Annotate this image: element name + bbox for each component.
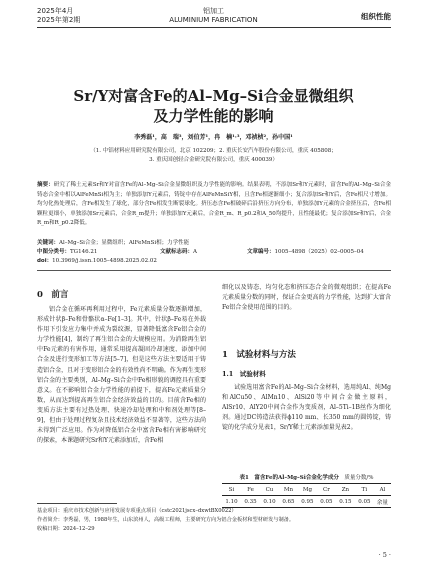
- header-divider: [37, 27, 391, 28]
- document-code: 文献标志码：A: [160, 249, 197, 255]
- intro-paragraph: 铝合金在循环再利用过程中，Fe元素质量分数逐渐增加，形成针状β–Fe和骨骼状α–Fe[1–3]。其中，针状β–Fe易在外载作用下引发应力集中并成为裂纹源，显著降低富含Fe铝合金的力学性能[4]，制约了再生铝合金的大规模应用。为消除再生铝中Fe元素的有害作用，通常采用提高凝固冷却速度、添加中间合金及进行变形加工等方法[5–7]，但是这些方法主要适用于铸造铝合金，且对于变形铝合金的有效性尚不明确。作为再生变形铝合金的主要类别，Al–Mg–Si合金中Fe相形貌的调控具有重要意义。在不影响铝合金力学性能的前提下，提高Fe元素质量分数，从而达到提高再生铝合金经济效益的目的。目前含Fe相的变质方法主要有过热处理、快速冷却处理和中和剂处理等[8–9]，但由于处理过程复杂且技术经济效益不显著等，这些方法尚未得到广泛应用。作为对降低铝合金中富含Fe相有害影响研究的探索，本课题研究Sr和Y元素添加后，含Fe相: [37, 306, 206, 445]
- title-line-2: 及力学性能的影响: [153, 107, 274, 125]
- abstract-text: 研究了稀土元素Sr和Y对富含Fe的Al–Mg–Si合金显微组织及力学性能的影响。结果表明，不添加Sr和Y元素时，富含Fe的Al–Mg–Si合金铸态合金中相以AlFeMnSi相为主；单独添加Y元素后，铸锭中存在AlFeMnSiY相，且含Fe相逐渐细小；复合添加Sr和Y后，含Fe相尺寸增加。均匀化热处理后，含Fe相发生了球化，部分含Fe相发生断裂球化。挤压态含Fe相破碎后沿挤压方向分布，单独添加Y元素的合金挤压后，含Fe相颗粒更细小，单独添加Sr元素后，合金R_m提升；单独添加Y元素后，合金R_m、R_p0.2和A_50均提升，且性能最优；复合添加Sr和Y后，合金R_m和R_p0.2降低。: [37, 182, 391, 226]
- footnotes: [37, 507, 391, 534]
- table-row: 1.10 0.35 0.10 0.65 0.95 0.05 0.15 0.05 余量: [222, 496, 391, 508]
- intro-continuation: 细化以及铸态、均匀化态和挤压态合金的微观组织；在提高Fe元素质量分数的同时，保证合金更高的力学性能，达到扩大富含Fe铝合金使用范围的目的。: [222, 284, 391, 312]
- received-date: 收稿日期：2024–12–29: [37, 526, 95, 532]
- abstract-divider: [37, 270, 391, 271]
- keywords-label: 关键词：: [37, 240, 60, 246]
- materials-paragraph: 试验选用富含Fe的Al–Mg–Si合金材料，选用纯Al、纯Mg和AlCu50、AlMn10、AlSi20等中间合金做主原料，AlSr10、AlY20中间合金作为变质剂，Al–5Ti–1B丝作为细化剂。通过DC铸造法获得ϕ110 mm、长350 mm的圆铸锭，铸锭的化学成分见表1，Sr/Y稀土元素添加量见表2。: [222, 384, 391, 432]
- section-heading-materials: 1 试验材料与方法: [222, 350, 296, 360]
- keywords: [37, 239, 391, 248]
- journal-name-cn: 铝加工: [203, 7, 224, 15]
- table-unit: 质量分数/%: [344, 475, 374, 481]
- doi: doi：10.3969/j.issn.1005–4898.2025.02.02: [37, 258, 157, 264]
- table-header-row: Si Fe Cu Mn Mg Cr Zn Ti Al: [222, 484, 391, 496]
- affiliation-line: （1. 中铝材料应用研究院有限公司，北京 102209；2. 重庆长安汽车股份有限公司，重庆 405808；: [90, 148, 337, 154]
- abstract: [37, 181, 391, 229]
- composition-table: [222, 483, 391, 508]
- page-number: · 5 ·: [378, 551, 391, 559]
- journal-name-en: ALUMINIUM FABRICATION: [169, 16, 258, 24]
- section-label: 组织性能: [361, 12, 391, 21]
- funding-note: 基金项目：重庆市技术创新与应用发展专项重点项目（cstc2021jscx–dxwtBX0022）: [37, 508, 237, 514]
- footnote-divider: [37, 503, 117, 504]
- issue-number: 2025年第2期: [37, 16, 81, 24]
- keywords-text: Al–Mg–Si合金；显微组织；AlFeMnSi相；力学性能: [59, 240, 190, 246]
- clc-number: 中图分类号：TG146.21: [37, 249, 98, 255]
- issue-date: 2025年4月: [37, 7, 74, 15]
- affiliation-line: 3. 重庆国创轻合金研究院有限公司，重庆 400039）: [149, 157, 278, 163]
- article-number: 文章编号：1005–4898（2025）02–0005–04: [247, 249, 364, 255]
- subsection-heading: 1.1 试验材料: [222, 370, 266, 378]
- authors: 李秀磊¹，高 瑞³，刘伯芳¹，冉 楠¹·³，邓祯桢²，孙中国¹: [134, 134, 293, 141]
- affiliations: [40, 147, 387, 165]
- title-line-1: Sr/Y对富含Fe的Al–Mg–Si合金显微组织: [73, 87, 354, 105]
- author-bio: 作者简介：李秀磊，男，1988年生，山东滨州人，高级工程师，主要研究方向为铝合金板材和型材研发与制备。: [37, 517, 295, 523]
- section-heading-intro: 0 前言: [37, 290, 69, 300]
- paper-title: [0, 86, 427, 126]
- table-caption: 表1 富含Fe的Al–Mg–Si合金化学成分 质量分数/%: [239, 475, 374, 481]
- abstract-label: 摘要：: [37, 182, 54, 188]
